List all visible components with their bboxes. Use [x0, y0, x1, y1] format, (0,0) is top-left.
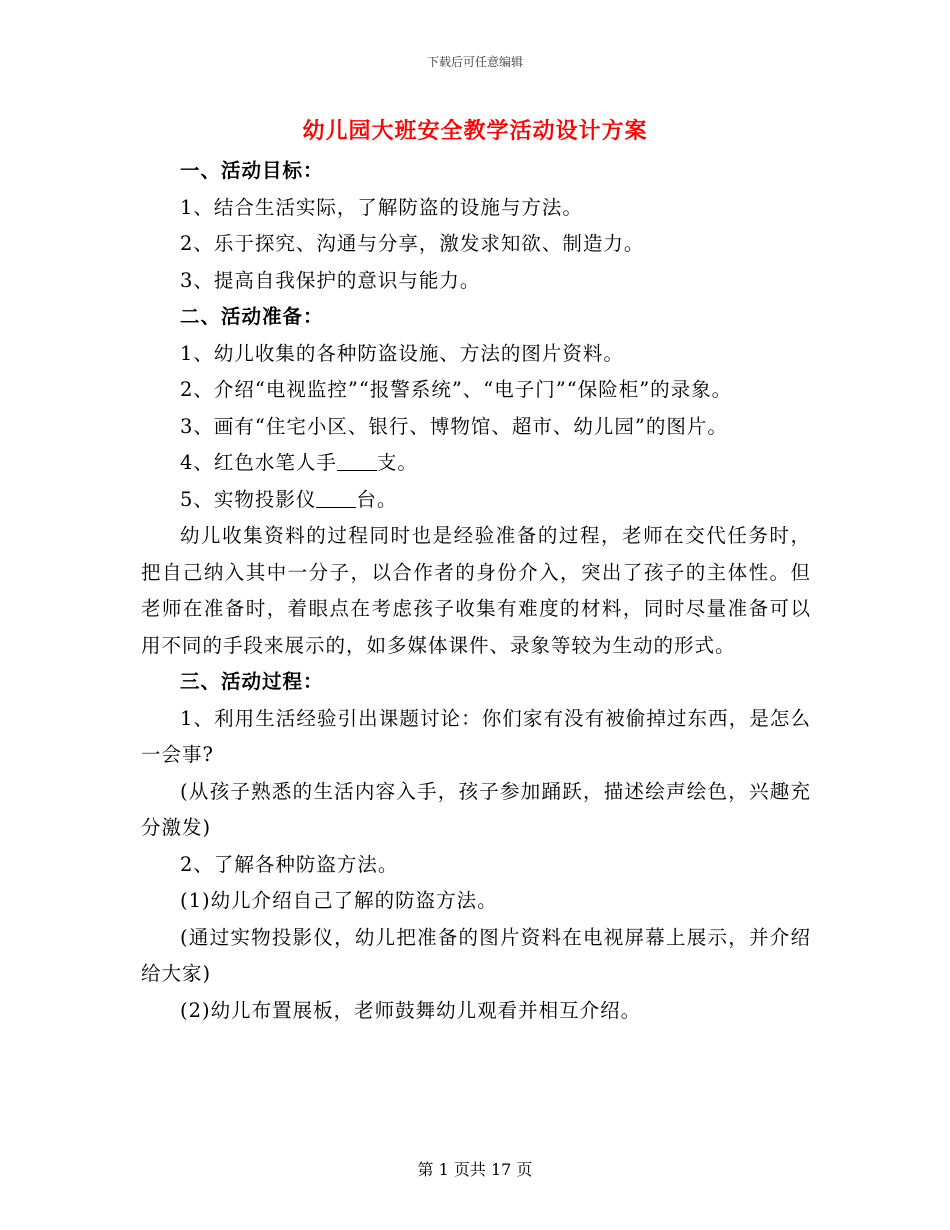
- preparation-paragraph: 幼儿收集资料的过程同时也是经验准备的过程，老师在交代任务时，把自己纳入其中一分子，以合作者的身份介入，突出了孩子的主体性。但老师在准备时，着眼点在考虑孩子收集有难度的材料，同时尽量准备可以用不同的手段来展示的，如多媒体课件、录象等较为生动的形式。: [141, 524, 811, 657]
- process-paragraph: (2)幼儿布置展板，老师鼓舞幼儿观看并相互介绍。: [180, 998, 642, 1022]
- preparation-item-pens-unit: 支。: [376, 451, 418, 474]
- document-body: [141, 153, 811, 1029]
- section-heading-goals: 一、活动目标：: [180, 159, 324, 182]
- process-paragraph: (1)幼儿介绍自己了解的防盗方法。: [180, 889, 498, 912]
- section-heading-process: 三、活动过程：: [180, 670, 324, 693]
- goal-item: 2、乐于探究、沟通与分享，激发求知欲、制造力。: [180, 232, 645, 255]
- goal-item: 3、提高自我保护的意识与能力。: [180, 268, 481, 292]
- goal-item: 1、结合生活实际，了解防盗的设施与方法。: [180, 195, 583, 219]
- section-heading-preparation: 二、活动准备：: [180, 305, 324, 328]
- preparation-item-projector-unit: 台。: [356, 487, 398, 511]
- header-note: 下载后可任意编辑: [426, 55, 523, 69]
- process-paragraph: 2、了解各种防盗方法。: [180, 852, 399, 876]
- page-number: 第 1 页共 17 页: [417, 1160, 533, 1179]
- process-paragraph: 1、利用生活经验引出课题讨论：你们家有没有被偷掉过东西，是怎么一会事?: [141, 706, 811, 766]
- preparation-item: 1、幼儿收集的各种防盗设施、方法的图片资料。: [180, 341, 624, 365]
- process-paragraph: (通过实物投影仪，幼儿把准备的图片资料在电视屏幕上展示，并介绍给大家): [141, 925, 811, 985]
- preparation-item-pens-text: 4、红色水笔人手: [180, 451, 337, 474]
- preparation-item-projector-text: 5、实物投影仪: [180, 487, 317, 511]
- preparation-item: 3、画有“住宅小区、银行、博物馆、超市、幼儿园”的图片。: [180, 414, 728, 438]
- preparation-item-projector: [141, 482, 811, 519]
- document-title: 幼儿园大班安全教学活动设计方案: [302, 118, 648, 144]
- fill-in-blank: [337, 450, 377, 471]
- fill-in-blank: [316, 487, 356, 508]
- process-paragraph: (从孩子熟悉的生活内容入手，孩子参加踊跃，描述绘声绘色，兴趣充分激发): [141, 779, 811, 839]
- preparation-item-pens: [141, 445, 811, 482]
- preparation-item: 2、介绍“电视监控”“报警系统”、“电子门”“保险柜”的录象。: [180, 378, 733, 401]
